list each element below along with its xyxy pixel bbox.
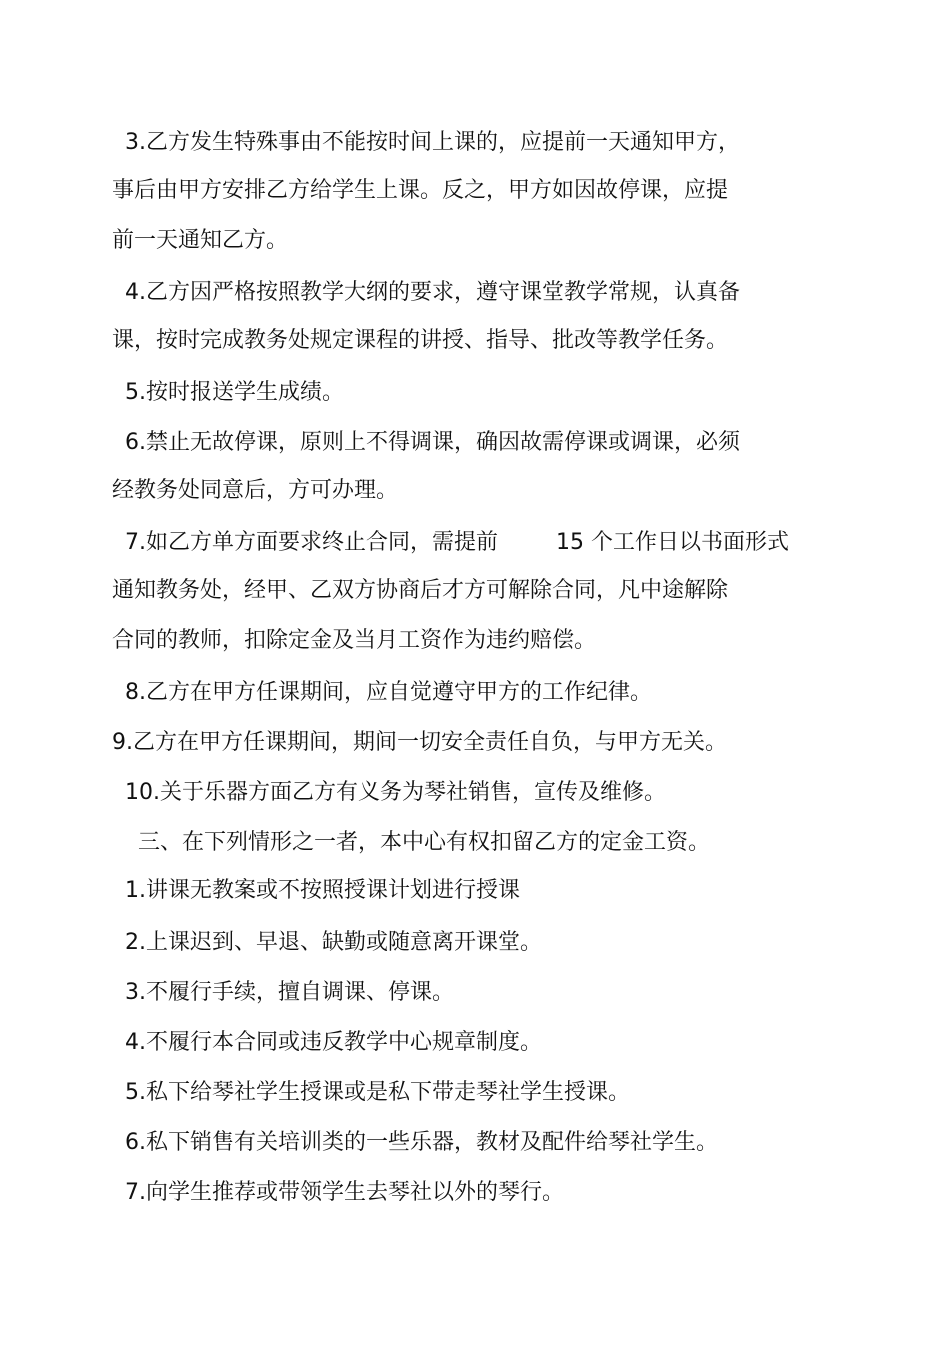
- clause-6-line-1: 6.禁止无故停课，原则上不得调课，确因故需停课或调课，必须: [125, 430, 740, 455]
- section-3-item-2: 2.上课迟到、早退、缺勤或随意离开课堂。: [125, 930, 542, 955]
- clause-3-line-3: 前一天通知乙方。: [112, 228, 289, 253]
- clause-10-line-1: 10.关于乐器方面乙方有义务为琴社销售，宣传及维修。: [125, 780, 666, 805]
- clause-4-line-2: 课，按时完成教务处规定课程的讲授、指导、批改等教学任务。: [112, 328, 729, 353]
- clause-9-line-1: 9.乙方在甲方任课期间，期间一切安全责任自负，与甲方无关。: [112, 730, 727, 755]
- clause-5-line-1: 5.按时报送学生成绩。: [125, 380, 344, 405]
- clause-7-line-1-part-b: 15 个工作日以书面形式: [556, 530, 789, 555]
- clause-8-line-1: 8.乙方在甲方任课期间，应自觉遵守甲方的工作纪律。: [125, 680, 652, 705]
- clause-7-line-1-part-a: 7.如乙方单方面要求终止合同，需提前: [125, 530, 498, 555]
- section-3-item-5: 5.私下给琴社学生授课或是私下带走琴社学生授课。: [125, 1080, 630, 1105]
- section-3-item-3: 3.不履行手续，擅自调课、停课。: [125, 980, 454, 1005]
- section-3-item-1: 1.讲课无教案或不按照授课计划进行授课: [125, 878, 520, 903]
- section-3-item-6: 6.私下销售有关培训类的一些乐器，教材及配件给琴社学生。: [125, 1130, 718, 1155]
- clause-3-line-1: 3.乙方发生特殊事由不能按时间上课的，应提前一天通知甲方，: [125, 130, 740, 155]
- section-3-item-4: 4.不履行本合同或违反教学中心规章制度。: [125, 1030, 542, 1055]
- clause-3-line-2: 事后由甲方安排乙方给学生上课。反之，甲方如因故停课，应提: [112, 178, 729, 203]
- clause-7-line-3: 合同的教师，扣除定金及当月工资作为违约赔偿。: [112, 628, 597, 653]
- section-3-item-7: 7.向学生推荐或带领学生去琴社以外的琴行。: [125, 1180, 564, 1205]
- clause-7-line-1: [125, 528, 789, 558]
- clause-4-line-1: 4.乙方因严格按照教学大纲的要求，遵守课堂教学常规，认真备: [125, 280, 740, 305]
- section-3-heading: 三、在下列情形之一者，本中心有权扣留乙方的定金工资。: [138, 830, 711, 855]
- clause-6-line-2: 经教务处同意后，方可办理。: [112, 478, 399, 503]
- clause-7-line-2: 通知教务处，经甲、乙双方协商后才方可解除合同，凡中途解除: [112, 578, 729, 603]
